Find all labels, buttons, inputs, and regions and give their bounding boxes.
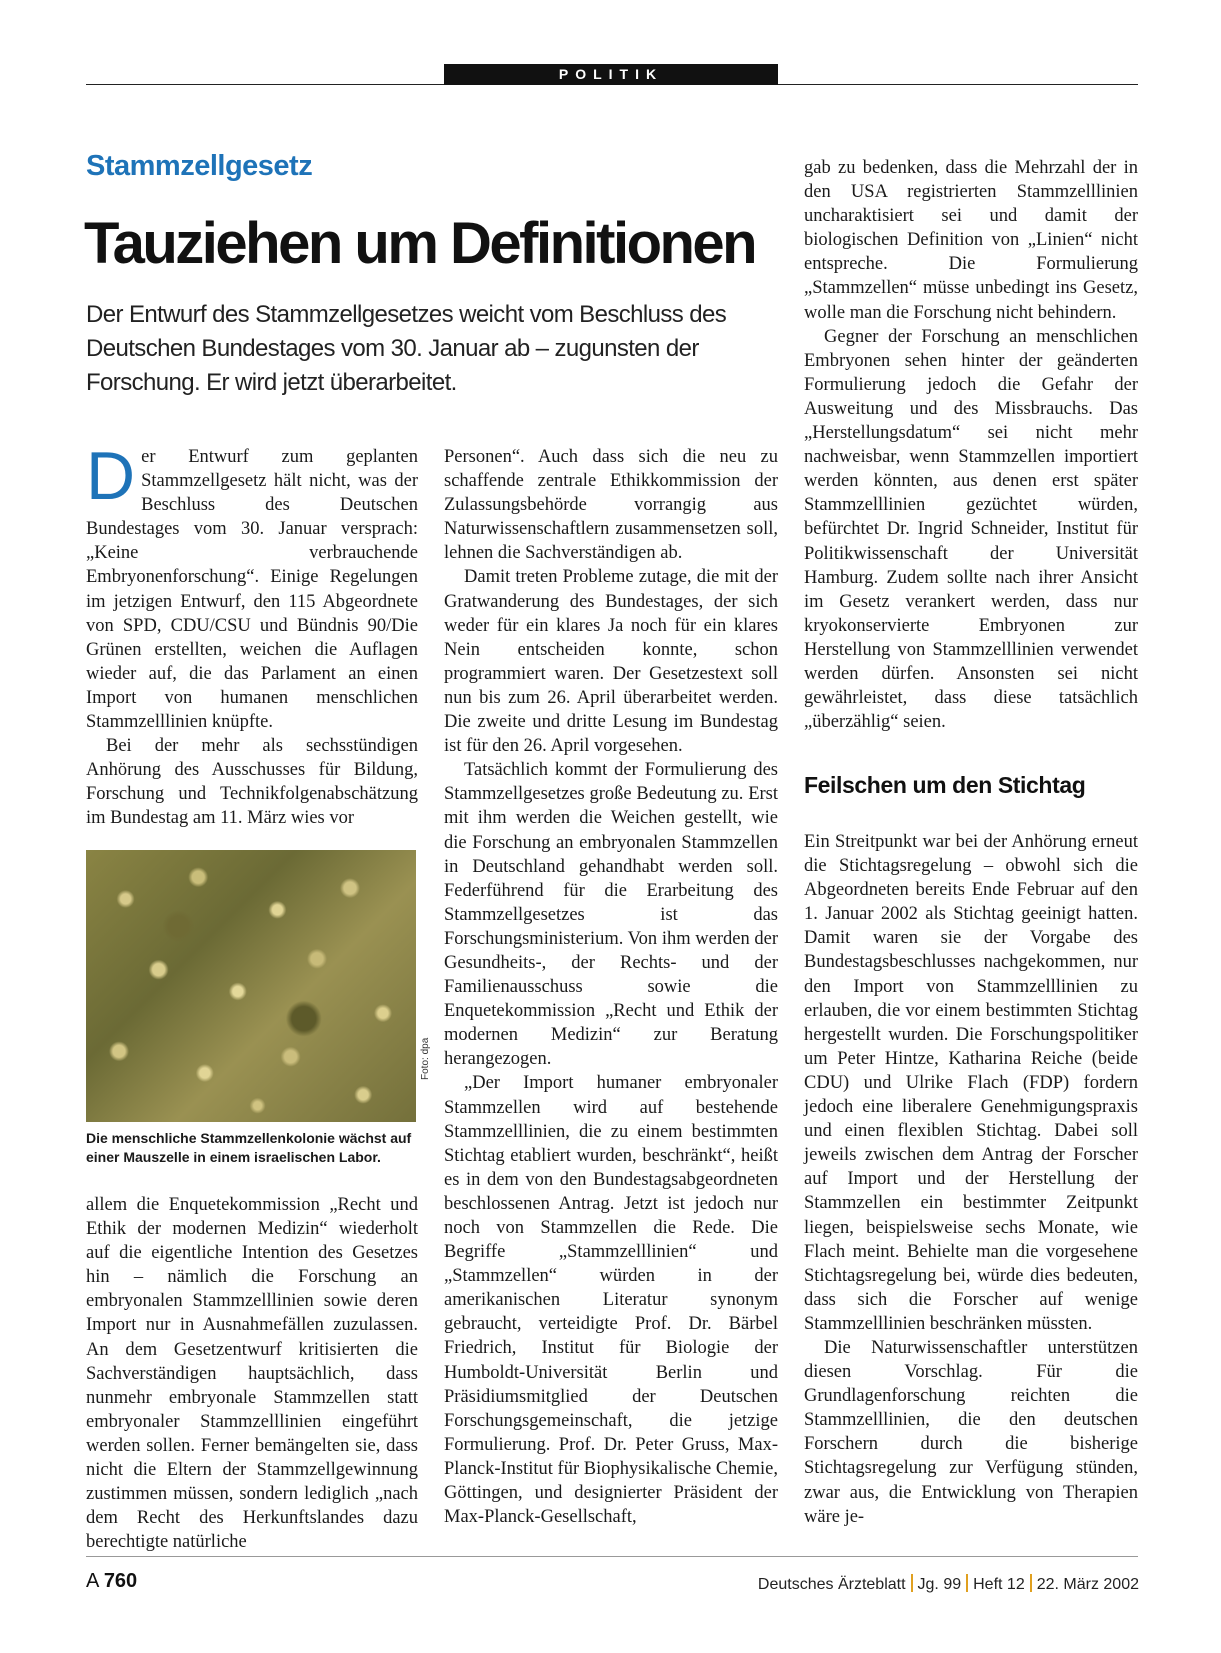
paragraph: Die Naturwissenschaftler unterstützen diesen Vorschlag. Für die Grundlagenforschung reichten die Stammzelllinien, die den deutschen Forschern durch die bisherige Stichtagsregelung zur Verfügung stünden, zwar aus, die Entwicklung von Therapien wäre je- xyxy=(804,1337,1138,1527)
footer-separator xyxy=(911,1574,913,1592)
paragraph: „Der Import humaner embryonaler Stammzellen wird auf bestehende Stammzelllinien, die zu einem bestimmten Stichtag etabliert wurden, beschränkt“, heißt es in dem von den Bundestagsabgeordneten beschlossenen Antrag. Jetzt ist jedoch nur noch von Stammzellen die Rede. Die Begriffe „Stammzelllinien“ und „Stammzellen“ würden in der amerikanischen Literatur synonym gebraucht, verteidigte Prof. Dr. Bärbel Friedrich, Institut für Biologie der Humboldt-Universität Berlin und Präsidiumsmitglied der Deutschen Forschungsgemeinschaft, die jetzige Formulierung. Prof. Dr. Peter Gruss, Max-Planck-Institut für Biophysikalische Chemie, Göttingen, und designierter Präsident der Max-Planck-Gesellschaft, xyxy=(444,1073,778,1528)
journal-name: Deutsches Ärzteblatt xyxy=(757,1576,906,1593)
photo-credit: Foto: dpa xyxy=(420,1037,431,1080)
page-prefix: A xyxy=(86,1570,99,1592)
paragraph: Ein Streitpunkt war bei der Anhörung erneut die Stichtagsregelung – obwohl sich die Abgeordneten bereits Ende Februar auf den 1. Januar 2002 als Stichtag geeinigt hatten. Damit waren sie der Vorgabe des Bundestagsbeschlusses nachgekommen, nur den Import von Stammzelllinien zu erlauben, die vor einem bestimmten Stichtag hergestellt wurden. Die Forschungspolitiker um Peter Hintze, Katharina Reiche (beide CDU) und Ulrike Flach (FDP) fordern jedoch eine liberalere Genehmigungspraxis und einen flexiblen Stichtag. Dabei soll jeweils zwischen dem Antrag der Forscher auf Import und der Herstellung der Stammzellen ein bestimmter Zeitpunkt liegen, beispielsweise sechs Monate, wie Flach meint. Behielte man die vorgesehene Stichtagsregelung bei, würde dies bedeuten, dass sich die Forscher auf wenige Stammzelllinien beschränken müssten. xyxy=(804,832,1138,1334)
photo-caption: Die menschliche Stammzellenkolonie wächst auf einer Mauszelle in einem israelischen Labor. xyxy=(86,1130,412,1165)
paragraph-text: er Entwurf zum geplanten Stammzellgesetz hält nicht, was der Beschluss des Deutschen Bundestages vom 30. Januar versprach: „Keine verbrauchende Embryonenforschung“. Einige Regelungen im jetzigen Entwurf, den 115 Abgeordnete von SPD, CDU/CSU und Bündnis 90/Die Grünen erstellten, weichen die Auflagen wieder auf, die das Parlament an einen Import von humanen menschlichen Stammzelllinien knüpfte. xyxy=(86,447,418,733)
subheading: Feilschen um den Stichtag xyxy=(804,772,1086,798)
issue-date: 22. März 2002 xyxy=(1036,1576,1139,1593)
paragraph: Tatsächlich kommt der Formulierung des Stammzellgesetzes große Bedeutung zu. Erst mit ihm werden die Weichen gestellt, wie die Forschung an embryonalen Stammzellen in Deutschland gehandhabt werden soll. Federführend für die Erarbeitung des Stammzellgesetzes ist das Forschungsministerium. Von ihm werden der Gesundheits-, der Rechts- und der Familienausschuss sowie die Enquetekommission „Recht und Ethik der modernen Medizin“ zur Beratung herangezogen. xyxy=(444,760,778,1070)
headline: Tauziehen um Definitionen xyxy=(84,211,756,276)
page-number-value: 760 xyxy=(103,1570,138,1592)
column-1-top xyxy=(86,438,418,831)
paragraph: allem die Enquetekommission „Recht und Ethik der modernen Medizin“ wiederholt auf die eigentliche Intention des Gesetzes hin – nämlich die Forschung an embryonalen Stammzelllinien sowie deren Import nur in Ausnahmefällen zuzulassen. An dem Gesetzentwurf kritisierten die Sachverständigen hauptsächlich, dass nunmehr embryonale Stammzellen statt embryonaler Stammzelllinien eingeführt werden sollen. Ferner bemängelten sie, dass nicht die Eltern der Stammzellgewinnung zustimmen müssen, sondern lediglich „nach dem Recht des Herkunftslandes dazu berechtigte natürliche xyxy=(86,1195,418,1553)
drop-cap: D xyxy=(86,438,136,514)
column-3-top xyxy=(804,156,1138,734)
bottom-rule xyxy=(86,1556,1138,1557)
paragraph: Bei der mehr als sechsstündigen Anhörung des Ausschusses für Bildung, Forschung und Technikfolgenabschätzung im Bundestag am 11. März wies vor xyxy=(86,736,418,829)
issue: Heft 12 xyxy=(973,1576,1025,1593)
column-2 xyxy=(444,445,778,1529)
footer-separator xyxy=(1030,1574,1032,1592)
section-label: POLITIK xyxy=(444,64,778,85)
volume: Jg. 99 xyxy=(917,1576,962,1593)
column-3-bottom xyxy=(804,830,1138,1529)
footer-separator xyxy=(966,1574,968,1592)
column-1-bottom xyxy=(86,1193,418,1554)
paragraph: Damit treten Probleme zutage, die mit der Gratwanderung des Bundestages, der sich weder für ein klares Ja noch für ein klares Nein entscheiden konnte, schon programmiert waren. Der Gesetzestext soll nun bis zum 26. April überarbeitet werden. Die zweite und dritte Lesung im Bundestag ist für den 26. April vorgesehen. xyxy=(444,567,778,757)
paragraph xyxy=(86,438,418,734)
page-number xyxy=(86,1570,137,1593)
journal-footer xyxy=(758,1574,1139,1594)
paragraph: Gegner der Forschung an menschlichen Embryonen sehen hinter der geänderten Formulierung jedoch die Gefahr der Ausweitung und des Missbrauchs. Das „Herstellungsdatum“ sei nicht mehr nachweisbar, wenn Stammzellen importiert werden könnten, aus denen erst später Stammzelllinien gezüchtet würden, befürchtet Dr. Ingrid Schneider, Institut für Politikwissenschaft der Universität Hamburg. Zudem sollte nach ihrer Ansicht im Gesetz verankert werden, dass nur kryokonservierte Embryonen zur Herstellung von Stammzelllinien verwendet werden dürfen. Ansonsten sei nicht gewährleistet, dass diese tatsächlich „überzählig“ seien. xyxy=(804,326,1138,733)
stem-cell-photo xyxy=(86,850,416,1122)
kicker: Stammzellgesetz xyxy=(86,150,313,182)
lead-paragraph: Der Entwurf des Stammzellgesetzes weicht vom Beschluss des Deutschen Bundestages vom 30. Januar ab – zugunsten der Forschung. Er wird jetzt überarbeitet. xyxy=(86,301,727,396)
paragraph: Personen“. Auch dass sich die neu zu schaffende zentrale Ethikkommission der Zulassungsbehörde vorrangig aus Naturwissenschaftlern zusammensetzen soll, lehnen die Sachverständigen ab. xyxy=(444,447,778,564)
paragraph: gab zu bedenken, dass die Mehrzahl der in den USA registrierten Stammzelllinien uncharaktisiert sei und damit der biologischen Definition von „Linien“ nicht entspreche. Die Formulierung „Stammzellen“ müsse unbedingt ins Gesetz, wolle man die Forschung nicht behindern. xyxy=(804,158,1138,323)
